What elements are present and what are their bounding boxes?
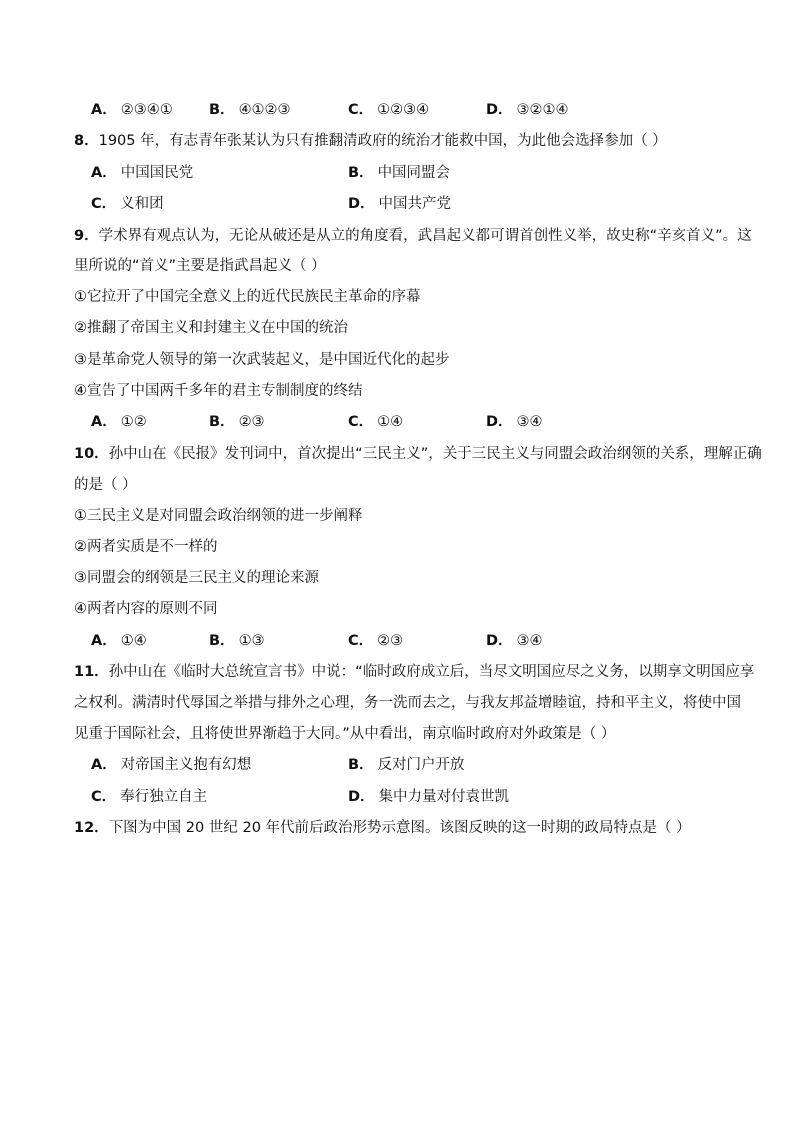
q9-option-b: B． ②③ xyxy=(209,414,265,430)
q11-option-c: C． 奉行独立自主 xyxy=(91,789,208,805)
q11-number: 11． xyxy=(74,664,109,680)
q10-text-line1: 孙中山在《民报》发刊词中，首次提出“三民主义”，关于三民主义与同盟会政治纲领的关系，理解正确 xyxy=(108,446,762,462)
q12-text: 下图为中国 20 世纪 20 年代前后政治形势示意图。该图反映的这一时期的政局特点是（ ） xyxy=(108,820,691,836)
q10-stem-line2: 的是（ ） xyxy=(74,477,137,493)
q9-statement-3: ③是革命党人领导的第一次武装起义，是中国近代化的起步 xyxy=(74,352,450,368)
q9-option-d: D． ③④ xyxy=(486,414,543,430)
q11-stem-line2: 之权利。满清时代辱国之举措与排外之心理，务一洗而去之，与我友邦益增睦谊，持和平主义，将使中国 xyxy=(74,695,741,711)
q10-option-a: A． ①④ xyxy=(91,633,147,649)
q11-stem-line3: 见重于国际社会，且将使世界渐趋于大同。”从中看出，南京临时政府对外政策是（ ） xyxy=(74,726,616,742)
q8-option-c: C． 义和团 xyxy=(91,196,164,212)
q12-stem xyxy=(74,818,734,838)
q8-option-b: B． 中国同盟会 xyxy=(348,165,451,181)
q9-stem-line2: 里所说的“首义”主要是指武昌起义（ ） xyxy=(74,258,326,274)
q7-option-c: C． ①②③④ xyxy=(348,102,430,118)
q10-statement-3: ③同盟会的纲领是三民主义的理论来源 xyxy=(74,570,319,586)
q11-text-line1: 孙中山在《临时大总统宣言书》中说：“临时政府成立后，当尽文明国应尽之义务，以期享文明国应享 xyxy=(108,664,755,680)
q9-statement-4: ④宣告了中国两千多年的君主专制制度的终结 xyxy=(74,383,363,399)
q9-number: 9． xyxy=(74,228,99,244)
q8-option-d: D． 中国共产党 xyxy=(348,196,452,212)
q8-text: 1905 年，有志青年张某认为只有推翻清政府的统治才能救中国，为此他会选择参加（ ） xyxy=(98,133,667,149)
q9-text-line1: 学术界有观点认为，无论从破还是从立的角度看，武昌起义都可谓首创性义举，故史称“辛亥首义”。这 xyxy=(98,228,752,244)
q10-statement-4: ④两者内容的原则不同 xyxy=(74,601,218,617)
q10-option-c: C． ②③ xyxy=(348,633,404,649)
q10-option-b: B． ①③ xyxy=(209,633,265,649)
q9-statement-2: ②推翻了帝国主义和封建主义在中国的统治 xyxy=(74,320,348,336)
q7-option-a: A． ②③④① xyxy=(91,102,173,118)
q11-option-b: B． 反对门户开放 xyxy=(348,757,465,773)
q9-statement-1: ①它拉开了中国完全意义上的近代民族民主革命的序幕 xyxy=(74,289,421,305)
q10-statement-2: ②两者实质是不一样的 xyxy=(74,539,218,555)
q8-number: 8． xyxy=(74,133,99,149)
q11-option-d: D． 集中力量对付袁世凯 xyxy=(348,789,510,805)
q7-option-d: D． ③②①④ xyxy=(486,102,569,118)
q8-option-a: A． 中国国民党 xyxy=(91,165,194,181)
q10-option-d: D． ③④ xyxy=(486,633,543,649)
q10-number: 10． xyxy=(74,446,109,462)
q9-option-a: A． ①② xyxy=(91,414,147,430)
q12-number: 12． xyxy=(74,820,109,836)
q7-option-b: B． ④①②③ xyxy=(209,102,291,118)
q10-stem-line1 xyxy=(74,444,762,464)
q8-stem xyxy=(74,131,734,151)
q9-stem-line1 xyxy=(74,226,752,246)
q10-statement-1: ①三民主义是对同盟会政治纲领的进一步阐释 xyxy=(74,508,363,524)
q11-stem-line1 xyxy=(74,662,755,682)
q9-option-c: C． ①④ xyxy=(348,414,404,430)
q11-option-a: A． 对帝国主义抱有幻想 xyxy=(91,757,252,773)
